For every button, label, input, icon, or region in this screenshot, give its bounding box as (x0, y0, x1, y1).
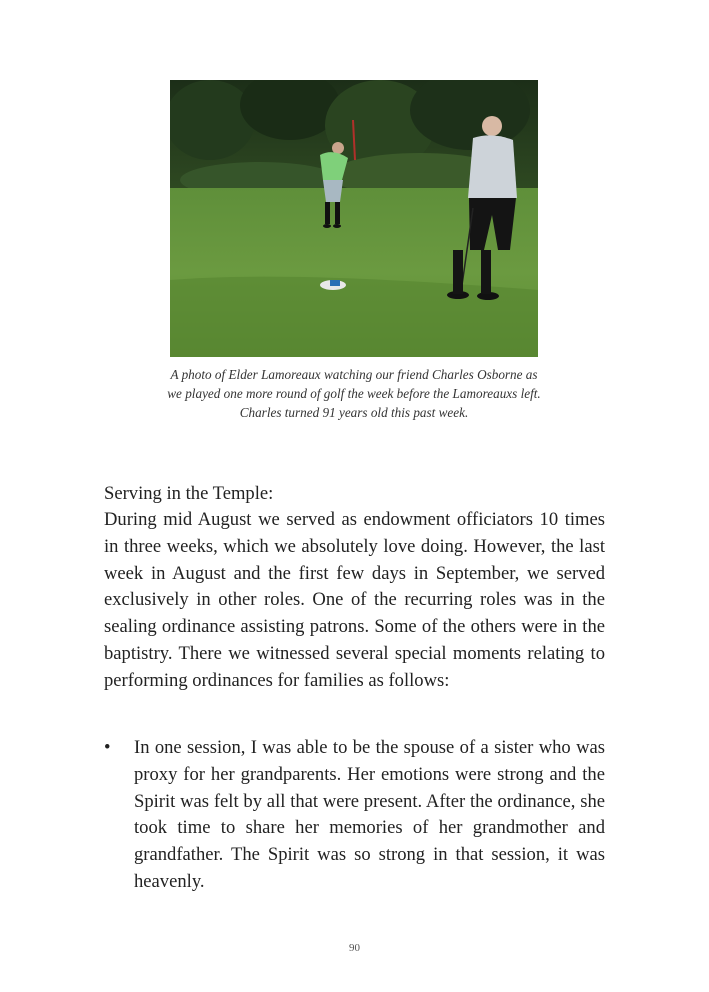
golf-photo (170, 80, 538, 357)
page-number: 90 (349, 942, 360, 954)
section-heading: Serving in the Temple: (104, 483, 274, 504)
bullet-marker: • (104, 737, 111, 758)
bullet-item-text: In one session, I was able to be the spouse of a sister who was proxy for her grandparents. Her emotions were strong and the Spirit was felt by all that were present. After the ordinance, she took time to share her memories of her grandmother and grandfather. The Spirit was so strong in that session, it was heavenly. (134, 737, 605, 892)
body-paragraph: During mid August we served as endowment officiators 10 times in three weeks, which we absolutely love doing. However, the last week in August and the first few days in September, we served exclusively in other roles. One of the recurring roles was in the sealing ordinance assisting patrons. Some of the others were in the baptistry. There we witnessed several special moments relating to performing ordinances for families as follows: (104, 509, 605, 691)
photo-caption: A photo of Elder Lamoreaux watching our friend Charles Osborne as we played one more round of golf the week before the Lamoreauxs left. Charles turned 91 years old this past week. (167, 367, 541, 420)
